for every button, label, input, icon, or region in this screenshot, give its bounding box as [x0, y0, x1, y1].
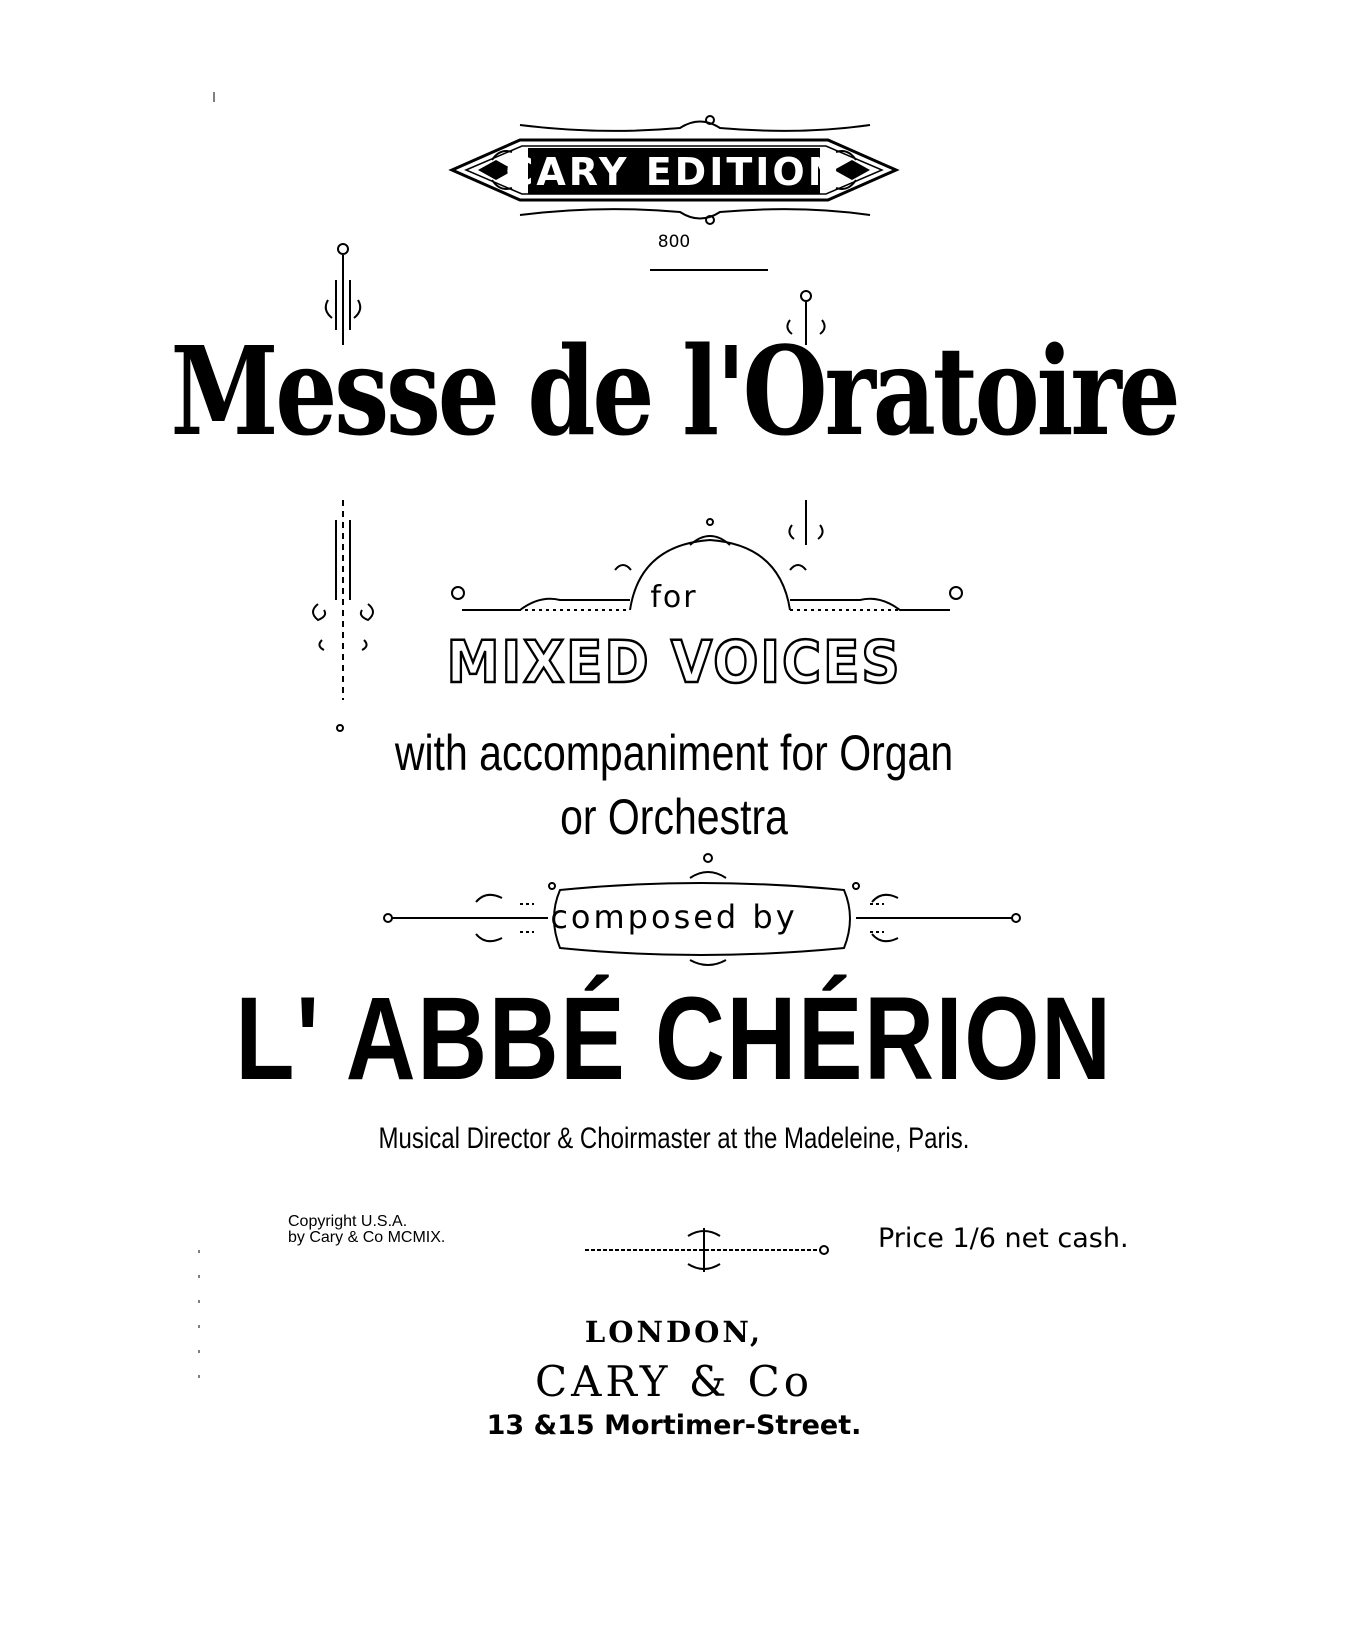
publisher-name: CARY & Co	[534, 1357, 814, 1406]
copyright-line-1: Copyright U.S.A.	[288, 1213, 408, 1230]
price-divider	[585, 1228, 828, 1272]
accompaniment-line-2: or Orchestra	[560, 789, 788, 845]
accompaniment-line-1: with accompaniment for Organ	[394, 725, 954, 781]
edition-name: CARY EDITION	[505, 150, 843, 194]
composed-by-label: composed by	[550, 898, 798, 936]
publisher-address: 13 &15 Mortimer-Street.	[486, 1410, 862, 1441]
for-label: for	[650, 580, 698, 615]
edition-number: 800	[657, 232, 691, 252]
composer-name: L' ABBÉ CHÉRION	[235, 973, 1113, 1105]
page-title: Messe de l'Oratoire	[170, 319, 1178, 463]
price-label: Price 1/6 net cash.	[878, 1223, 1129, 1254]
voices-heading: MIXED VOICES	[446, 628, 902, 696]
publisher-city: LONDON,	[584, 1315, 764, 1349]
copyright-notice	[288, 1214, 528, 1246]
copyright-line-2: by Cary & Co MCMIX.	[288, 1229, 446, 1246]
composer-position: Musical Director & Choirmaster at the Madeleine, Paris.	[378, 1122, 970, 1155]
